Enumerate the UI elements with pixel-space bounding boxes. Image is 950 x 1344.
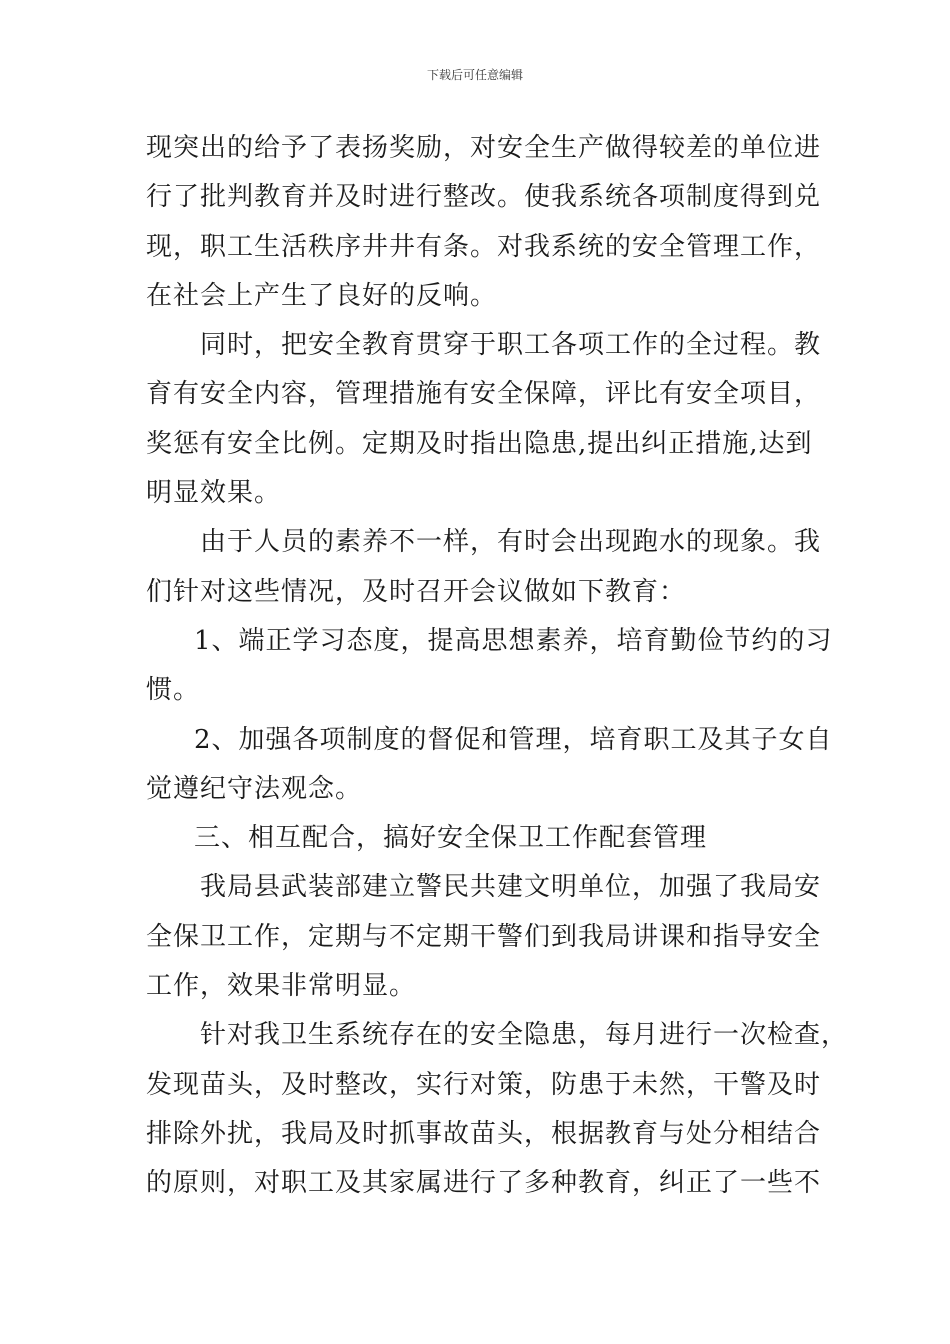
paragraph-start-line: 同时，把安全教育贯穿于职工各项工作的全过程。教 [200, 330, 822, 361]
text-line: 在社会上产生了良好的反响。 [146, 280, 498, 311]
text-line: 奖惩有安全比例。定期及时指出隐患,提出纠正措施,达到 [146, 428, 813, 459]
body-text [146, 124, 849, 1209]
text-line: 行了批判教育并及时进行整改。使我系统各项制度得到兑 [146, 182, 822, 213]
paragraph-start-line: 针对我卫生系统存在的安全隐患，每月进行一次检查， [200, 1020, 849, 1051]
text-line: 排除外扰，我局及时抓事故苗头，根据教育与处分相结合 [146, 1118, 822, 1149]
text-line: 们针对这些情况，及时召开会议做如下教育： [146, 576, 687, 607]
text-line: 现突出的给予了表扬奖励，对安全生产做得较差的单位进 [146, 133, 822, 163]
text-line: 发现苗头，及时整改，实行对策，防患于未然，干警及时 [146, 1069, 822, 1100]
text-line: 现，职工生活秩序井井有条。对我系统的安全管理工作， [146, 231, 822, 262]
text-line: 工作，效果非常明显。 [146, 971, 417, 1002]
text-line: 全保卫工作，定期与不定期干警们到我局讲课和指导安全 [146, 921, 822, 952]
section-heading: 三、相互配合，搞好安全保卫工作配套管理 [194, 823, 708, 854]
text-line: 育有安全内容，管理措施有安全保障，评比有安全项目， [146, 379, 822, 410]
list-item-line: 1、端正学习态度，提高思想素养，培育勤俭节约的习 [194, 625, 833, 656]
paragraph-start-line: 我局县武装部建立警民共建文明单位，加强了我局安 [200, 872, 822, 903]
page-header: 下载后可任意编辑 [426, 68, 523, 82]
text-line: 的原则，对职工及其家属进行了多种教育，纠正了一些不 [146, 1168, 822, 1199]
list-item-line: 2、加强各项制度的督促和管理，培育职工及其子女自 [194, 724, 833, 755]
paragraph-start-line: 由于人员的素养不一样，有时会出现跑水的现象。我 [200, 527, 822, 558]
text-line: 惯。 [146, 675, 201, 706]
text-line: 明显效果。 [146, 478, 282, 509]
text-line: 觉遵纪守法观念。 [146, 773, 363, 804]
